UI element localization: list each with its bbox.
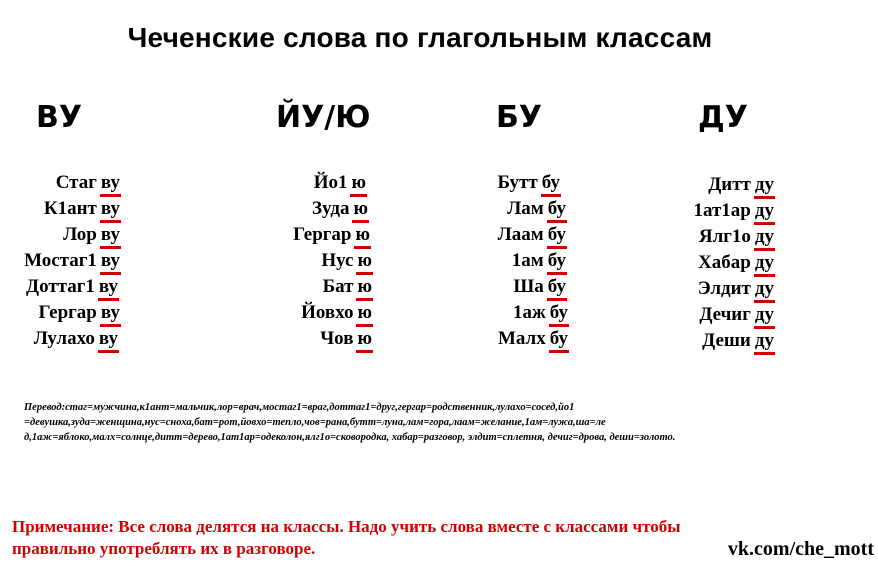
- class-marker: ду: [754, 226, 774, 247]
- class-marker: ву: [98, 276, 118, 297]
- word: Ялг1о: [698, 226, 751, 247]
- class-marker: ву: [100, 302, 120, 323]
- class-marker: ву: [100, 172, 120, 193]
- list-item: [702, 330, 774, 352]
- class-marker: ю: [357, 250, 372, 271]
- word: Элдит: [697, 278, 751, 299]
- list-item: [44, 198, 120, 220]
- word: Гергар: [293, 224, 352, 245]
- list-item: [34, 328, 118, 350]
- word: Чов: [320, 328, 354, 349]
- class-marker: ду: [754, 174, 774, 195]
- list-item: [507, 198, 566, 220]
- list-item: [26, 276, 118, 298]
- word: Деши: [702, 330, 751, 351]
- list-item: [498, 224, 566, 246]
- list-item: [512, 250, 566, 272]
- word: 1ам: [511, 250, 544, 271]
- word: Доттаг1: [26, 276, 95, 297]
- column-header-vu: ВУ: [36, 100, 82, 135]
- class-marker: ду: [754, 330, 774, 351]
- translation-text: Перевод:стаг=мужчина,к1ант=мальчик,лор=врач,мостаг1=враг,доттаг1=друг,гергар=родственник,лулахо=сосед,йо1 =девушка,зуда=женщина,нус=сноха,бат=рот,йовхо=тепло,чов=рана,бутт=луна,лам=гора,лаам=желание,1ам=лужа,ша=ле д,1аж=яблоко,малх=солнце,дитт=дерево,1ат1ар=одеколон,ялг1о=сковородка, хабар=разговор, элдит=сплетня, дечиг=дрова, деши=золото.: [24, 402, 676, 443]
- list-item: [699, 226, 774, 248]
- class-marker: ду: [754, 252, 774, 273]
- note-text: Примечание: Все слова делятся на классы. Надо учить слова вместе с классами чтобы правильно употреблять их в разговоре.: [12, 517, 681, 558]
- word: Йовхо: [301, 302, 354, 323]
- column-header-bu: БУ: [496, 100, 542, 135]
- class-marker: ву: [100, 250, 120, 271]
- class-marker: ю: [355, 224, 370, 245]
- class-marker: ву: [100, 224, 120, 245]
- list-item: [301, 302, 372, 324]
- list-item: [312, 198, 368, 220]
- word: Ша: [513, 276, 544, 297]
- word: Малх: [497, 328, 546, 349]
- class-marker: бу: [541, 172, 560, 193]
- word: 1аж: [512, 302, 546, 323]
- word: Мостаг1: [24, 250, 97, 271]
- column-header-du: ДУ: [698, 100, 748, 135]
- word: Дитт: [708, 174, 751, 195]
- class-marker: бу: [547, 198, 566, 219]
- list-item: [698, 278, 774, 300]
- list-item: [320, 328, 372, 350]
- class-marker: бу: [549, 328, 568, 349]
- list-item: [498, 328, 568, 350]
- list-item: [513, 276, 566, 298]
- word: К1ант: [43, 198, 97, 219]
- class-marker: бу: [547, 224, 566, 245]
- word: Лам: [507, 198, 544, 219]
- list-item: [693, 200, 774, 222]
- word: Зуда: [312, 198, 350, 219]
- word: Гергар: [38, 302, 97, 323]
- column-header-yu: ЙУ/Ю: [276, 100, 371, 135]
- class-marker: бу: [547, 250, 566, 271]
- class-marker: бу: [549, 302, 568, 323]
- list-item: [321, 250, 372, 272]
- class-marker: ю: [357, 276, 372, 297]
- class-marker: ю: [357, 328, 372, 349]
- list-item: [39, 302, 120, 324]
- list-item: [513, 302, 568, 324]
- class-marker: ю: [357, 302, 372, 323]
- page-title: Чеченские слова по глагольным классам: [127, 22, 713, 53]
- list-item: [293, 224, 370, 246]
- class-marker: ду: [754, 278, 774, 299]
- class-marker: ву: [98, 328, 118, 349]
- list-item: [314, 172, 366, 194]
- class-marker: ву: [100, 198, 120, 219]
- list-item: [56, 172, 120, 194]
- list-item: [708, 174, 774, 196]
- word: Лулахо: [33, 328, 95, 349]
- list-item: [699, 304, 774, 326]
- class-marker: ю: [353, 198, 368, 219]
- list-item: [698, 252, 774, 274]
- word: Дечиг: [699, 304, 751, 325]
- list-item: [323, 276, 372, 298]
- class-marker: ю: [351, 172, 366, 193]
- word: Бутт: [497, 172, 538, 193]
- source-link: vk.com/che_mott: [727, 538, 874, 560]
- word: Бат: [322, 276, 354, 297]
- word: Нус: [321, 250, 354, 271]
- class-marker: ду: [754, 304, 774, 325]
- list-item: [63, 224, 120, 246]
- word: Лаам: [497, 224, 544, 245]
- list-item: [497, 172, 560, 194]
- word: Йо1: [313, 172, 348, 193]
- word: 1ат1ар: [693, 200, 751, 221]
- list-item: [24, 250, 120, 272]
- class-marker: бу: [547, 276, 566, 297]
- word: Стаг: [55, 172, 97, 193]
- class-marker: ду: [754, 200, 774, 221]
- word: Лор: [63, 224, 97, 245]
- word: Хабар: [698, 252, 751, 273]
